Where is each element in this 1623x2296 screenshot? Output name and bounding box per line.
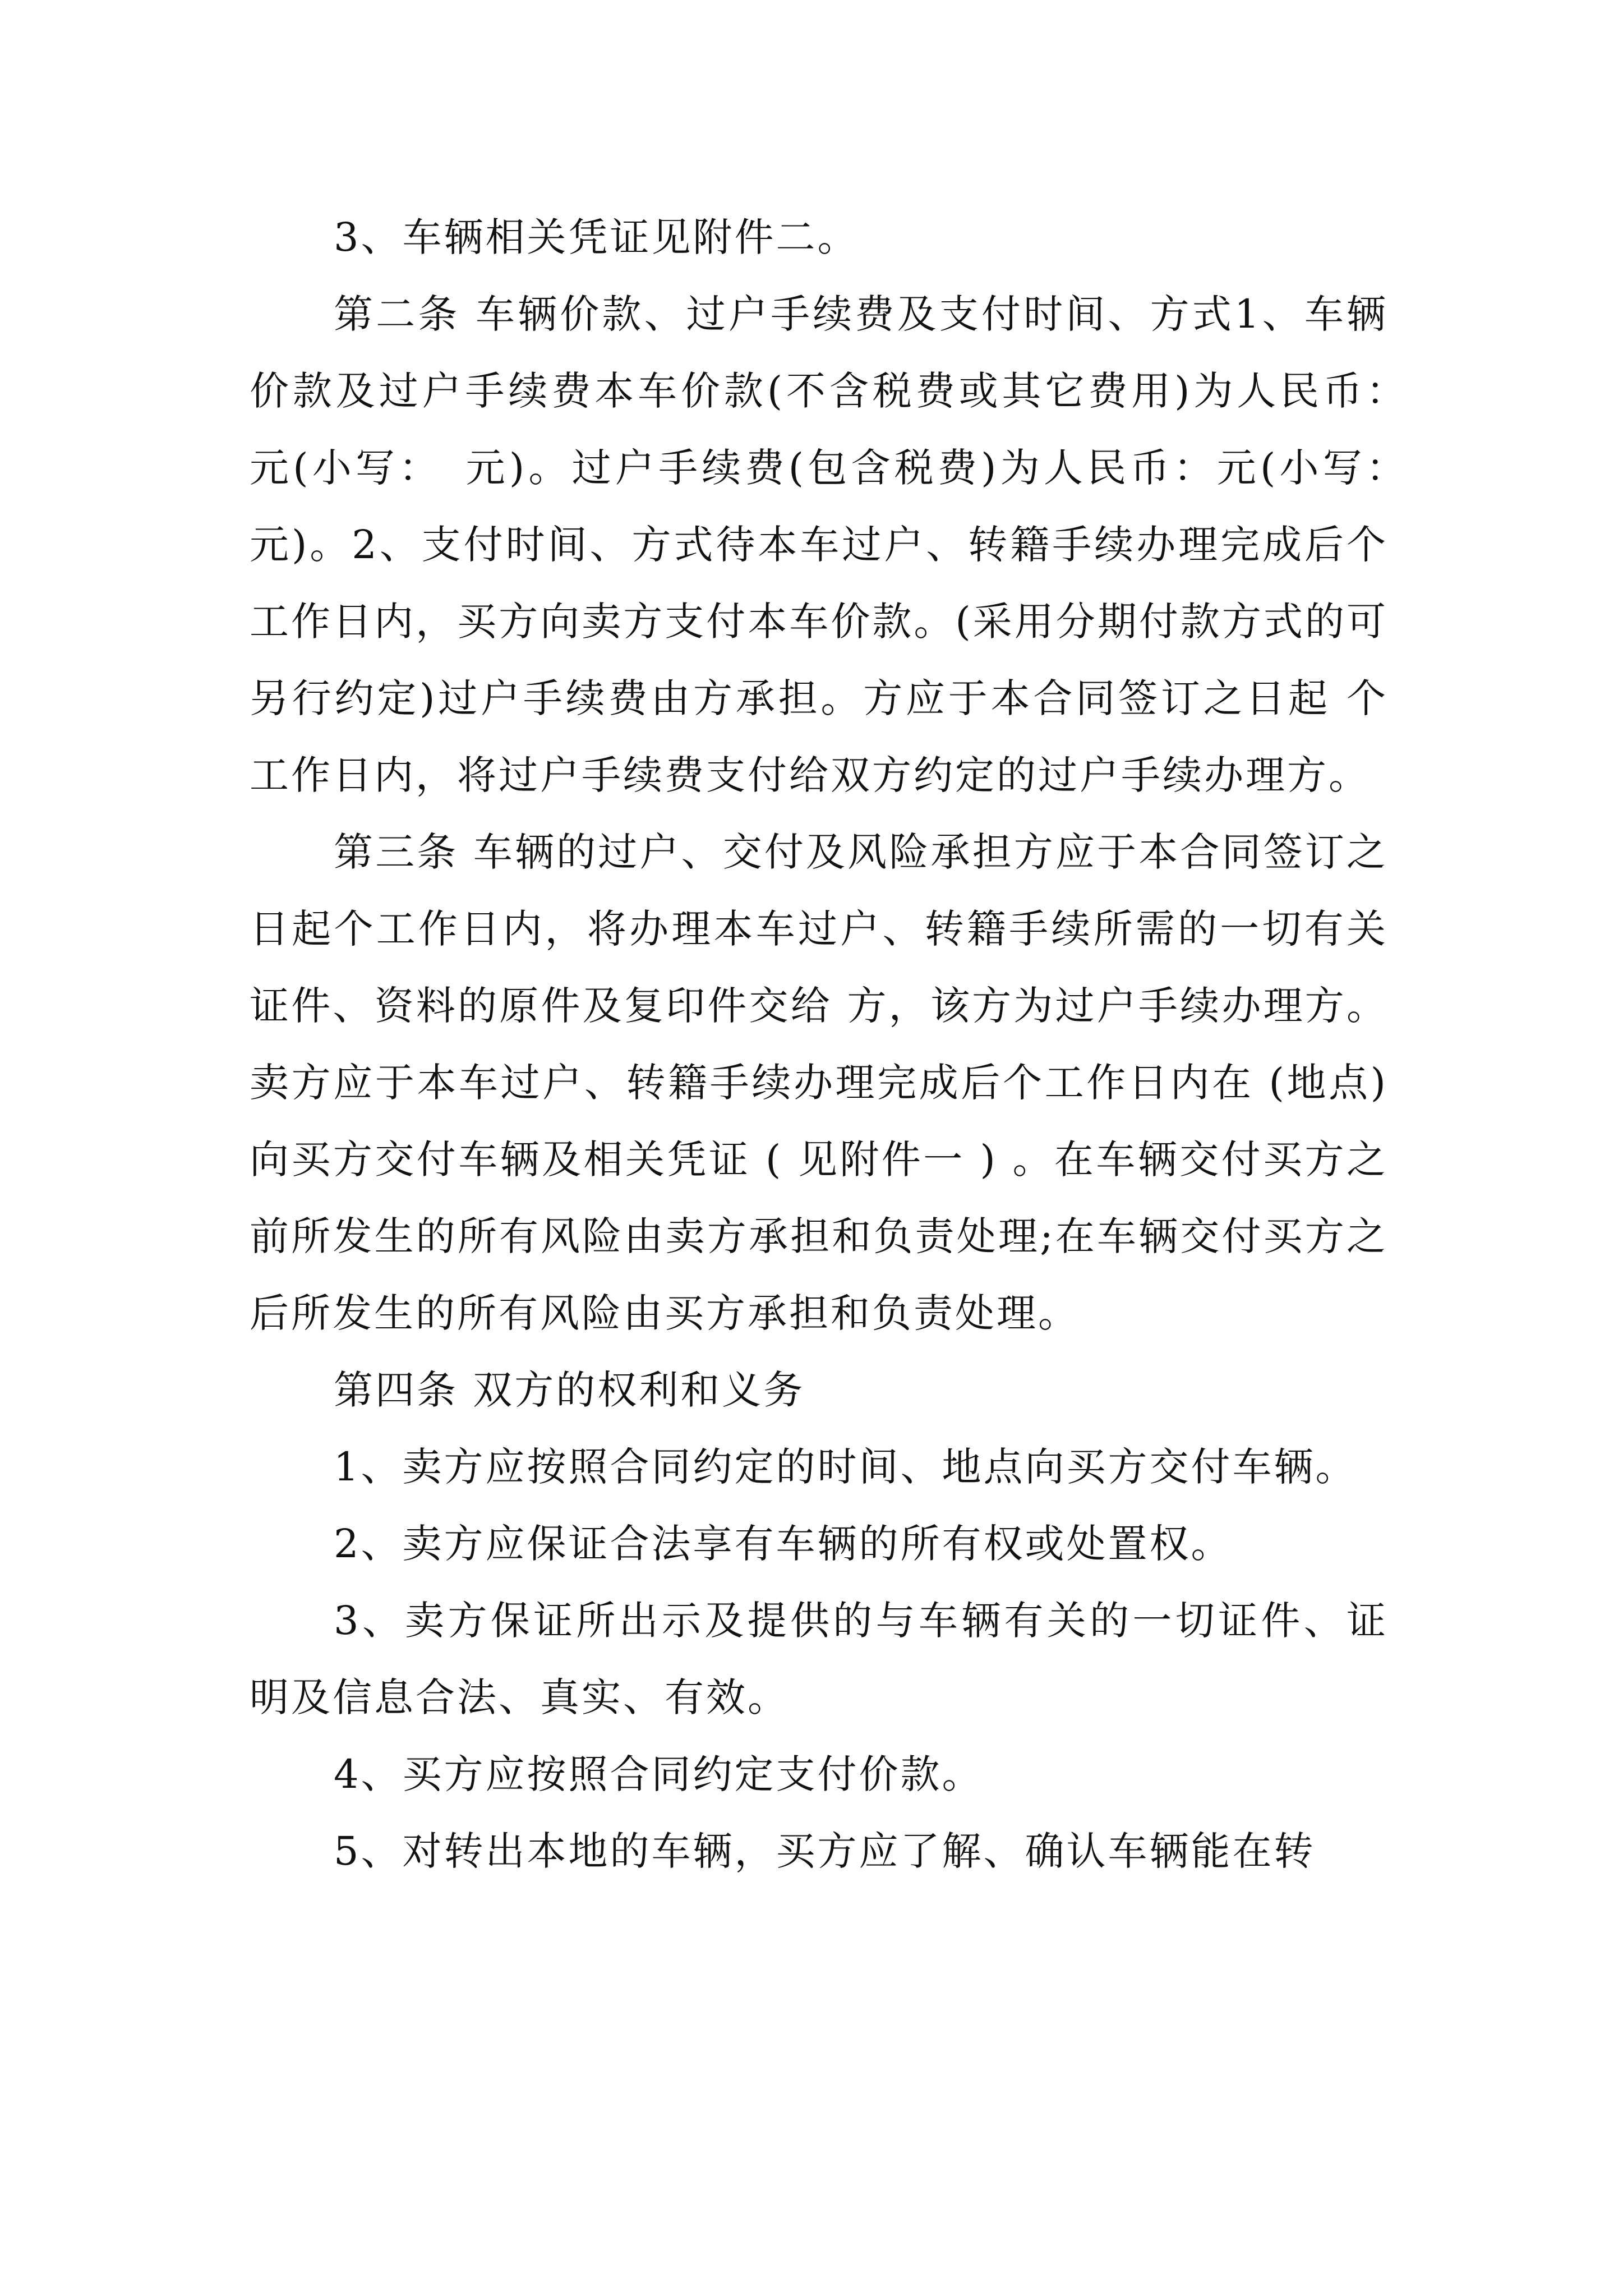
paragraph-item-1: 1、卖方应按照合同约定的时间、地点向买方交付车辆。: [334, 1444, 1357, 1490]
paragraph-article-4-heading: 第四条 双方的权利和义务: [334, 1367, 805, 1413]
paragraph-item-5: 5、对转出本地的车辆，买方应了解、确认车辆能在转: [334, 1828, 1316, 1874]
paragraph-item-3: 3、卖方保证所出示及提供的与车辆有关的一切证件、证明及信息合法、真实、有效。: [250, 1598, 1388, 1720]
document-body: [250, 199, 1430, 1890]
paragraph-item-4: 4、买方应按照合同约定支付价款。: [334, 1751, 984, 1797]
paragraph-vehicle-documents: 3、车辆相关凭证见附件二。: [334, 214, 859, 260]
paragraph-article-3-transfer-delivery: 第三条 车辆的过户、交付及风险承担方应于本合同签订之日起个工作日内，将办理本车过户、转籍手续所需的一切有关证件、资料的原件及复印件交给 方，该方为过户手续办理方。卖方应于本车过户、转籍手续办理完成后个工作日内在 (地点)向买方交付车辆及相关凭证 ( 见附件一 ) 。在车辆交付买方之前所发生的所有风险由卖方承担和负责处理;在车辆交付买方之后所发生的所有风险由买方承担和负责处理。: [250, 829, 1388, 1336]
paragraph-item-2: 2、卖方应保证合法享有车辆的所有权或处置权。: [334, 1521, 1233, 1567]
paragraph-article-2-price-payment: 第二条 车辆价款、过户手续费及支付时间、方式1、车辆价款及过户手续费本车价款(不含税费或其它费用)为人民币： 元(小写： 元)。过户手续费(包含税费)为人民币：元(小写： 元)。2、支付时间、方式待本车过户、转籍手续办理完成后个工作日内，买方向卖方支付本车价款。(采用分期付款方式的可另行约定)过户手续费由方承担。方应于本合同签订之日起 个工作日内，将过户手续费支付给双方约定的过户手续办理方。: [250, 291, 1430, 798]
